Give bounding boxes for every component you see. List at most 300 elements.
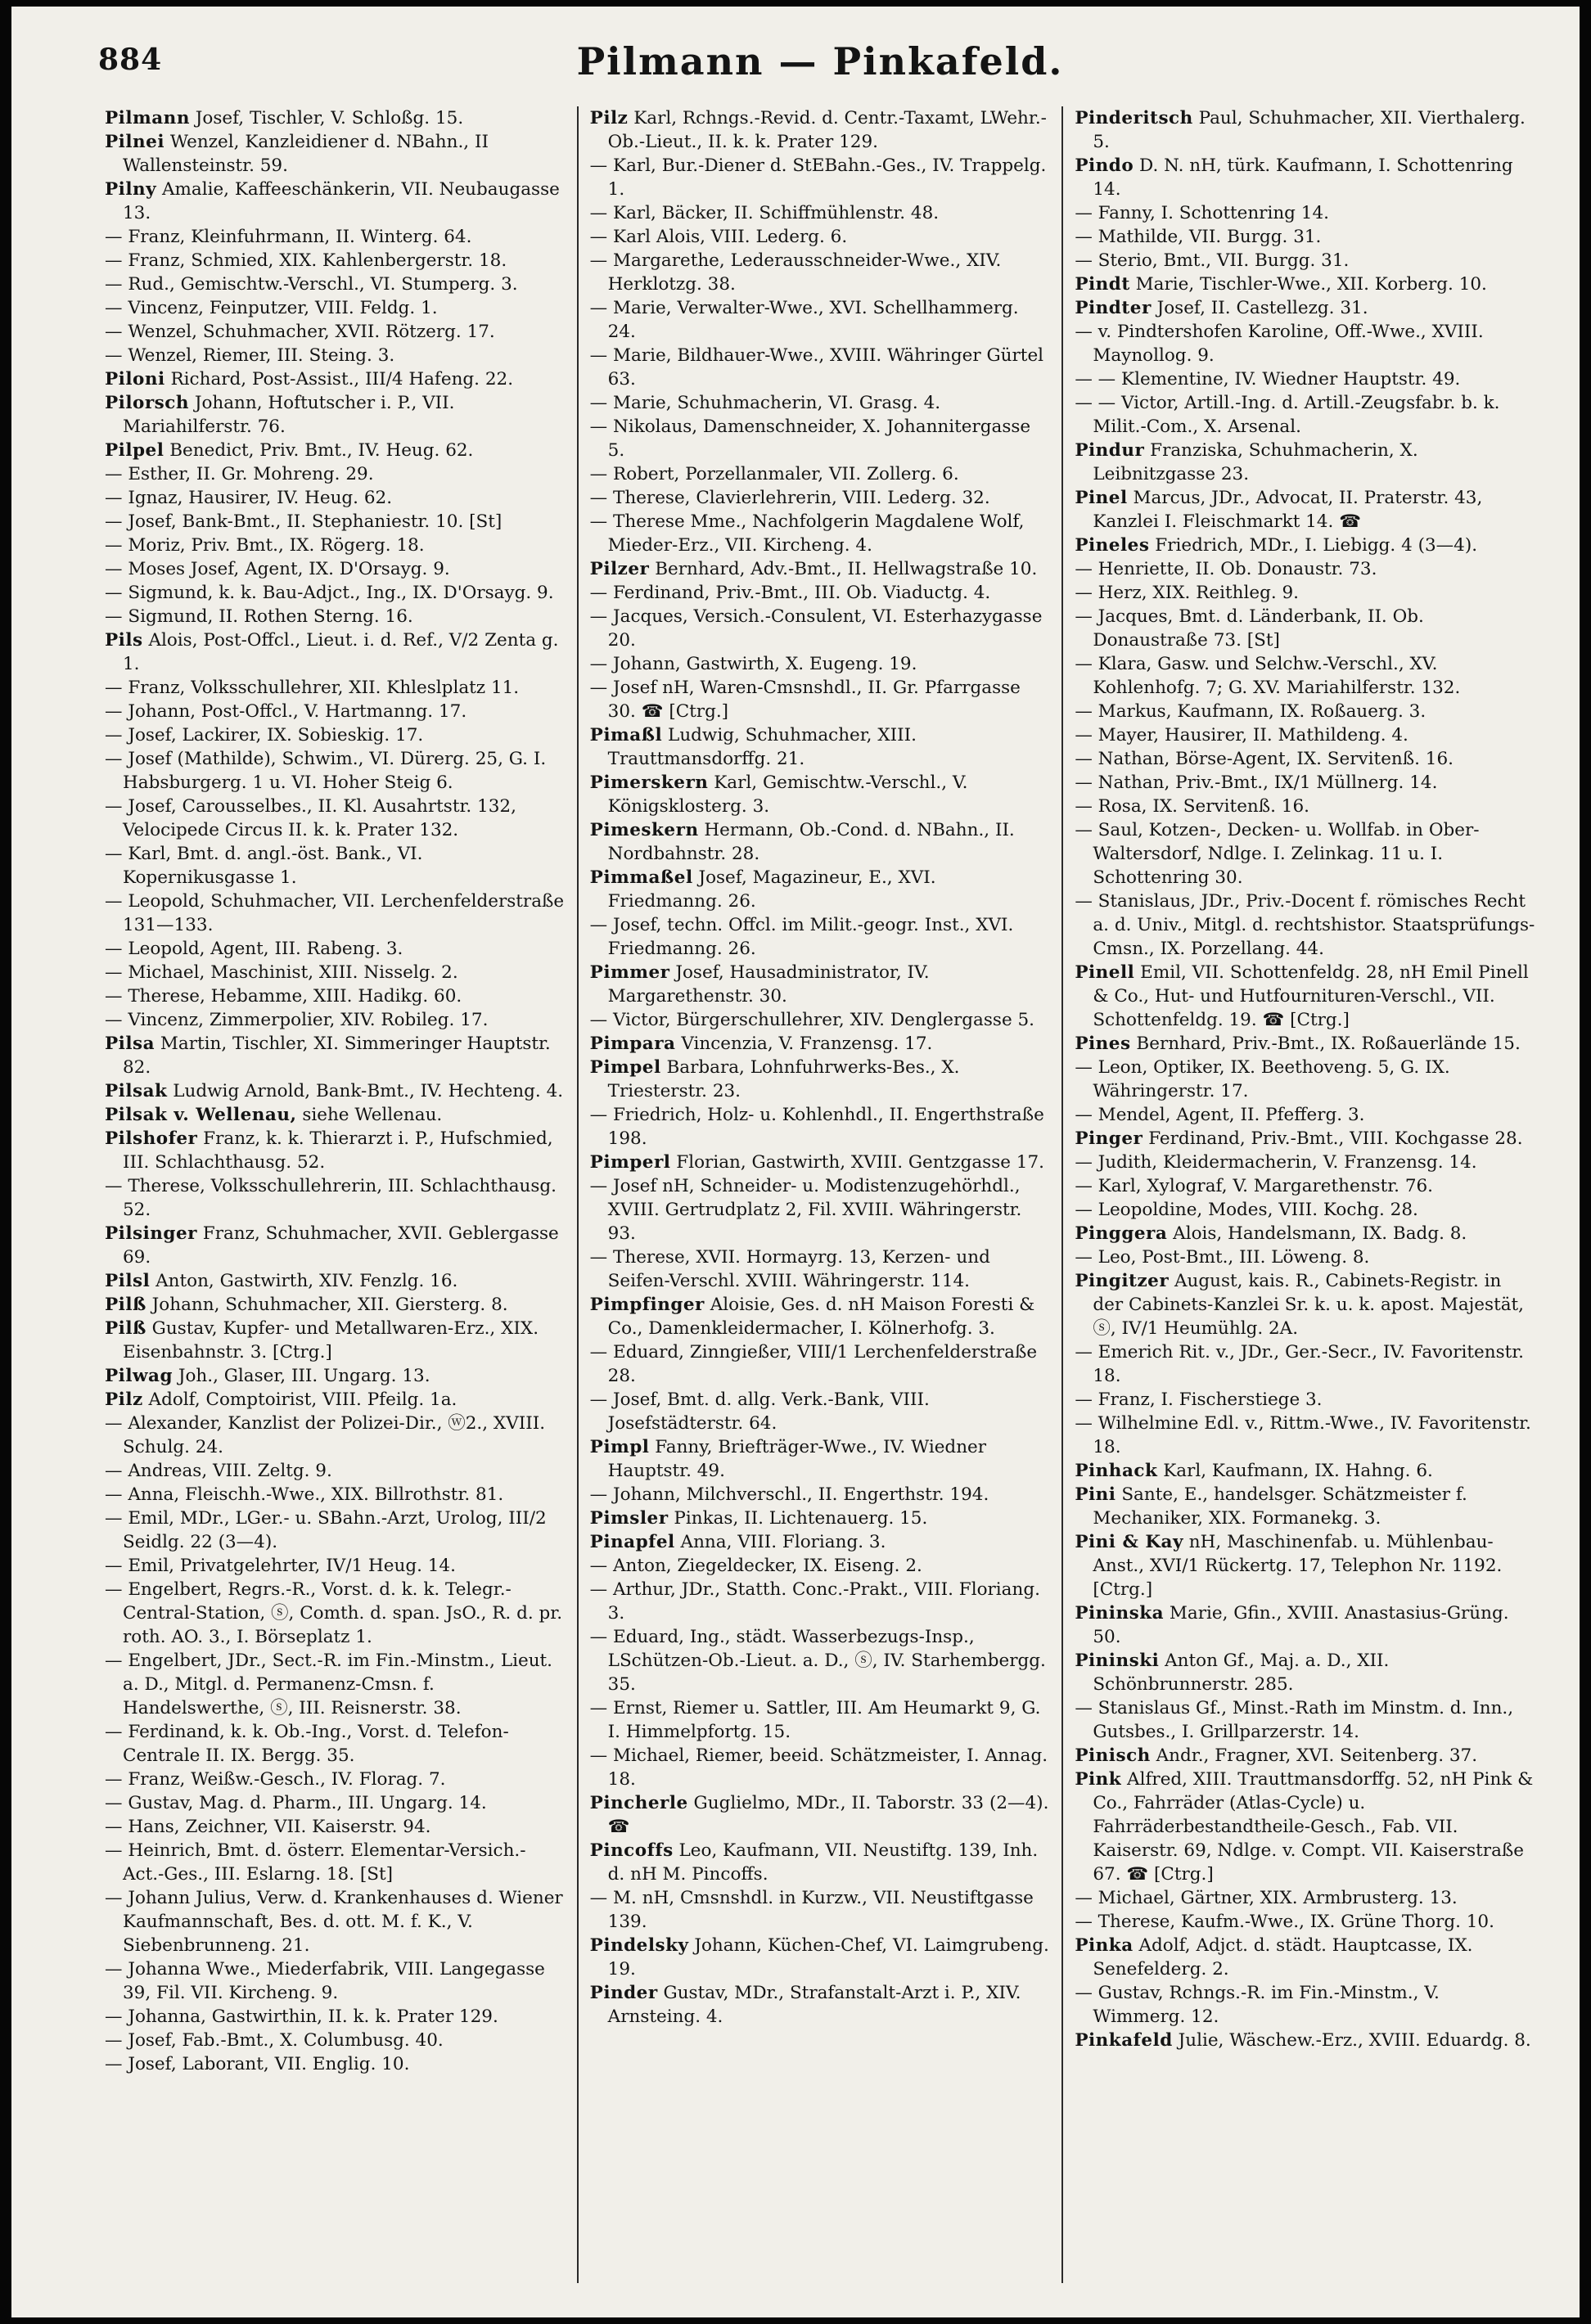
entry-surname: Pilnei	[105, 132, 165, 152]
directory-entry	[1075, 272, 1535, 296]
entry-text: — Marie, Schuhmacherin, VI. Grasg. 4.	[589, 393, 941, 413]
directory-entry	[1075, 700, 1535, 723]
entry-text: Gustav, Kupfer- und Metallwaren-Erz., XIX. Eisenbahnstr. 3. [Ctrg.]	[123, 1318, 539, 1362]
entry-text: — Stanislaus Gf., Minst.-Rath im Minstm. d. Inn., Gutsbes., I. Grillparzerstr. 14.	[1075, 1698, 1514, 1742]
directory-entry	[590, 296, 1051, 344]
directory-entry	[105, 272, 566, 296]
entry-text: Joh., Glaser, III. Ungarg. 13.	[172, 1366, 430, 1386]
entry-text: — Anton, Ziegeldecker, IX. Eiseng. 2.	[589, 1556, 922, 1576]
directory-entry	[105, 1507, 566, 1554]
entry-text: siehe Wellenau.	[296, 1105, 443, 1125]
directory-entry	[590, 605, 1051, 652]
entry-text: — Therese, XVII. Hormayrg. 13, Kerzen- und Seifen-Verschl. XVIII. Währingerstr. 114.	[589, 1247, 990, 1291]
directory-entry	[1075, 1934, 1535, 1981]
entry-text: — Franz, Volksschullehrer, XII. Khleslplatz 11.	[105, 678, 520, 698]
running-head: Pilmann — Pinkafeld.	[576, 39, 1064, 83]
entry-text: — Heinrich, Bmt. d. österr. Elementar-Versich.-Act.-Ges., III. Eslarng. 18. [St]	[105, 1840, 526, 1885]
entry-text: Martin, Tischler, XI. Simmeringer Hauptstr. 82.	[123, 1034, 551, 1078]
entry-text: — Karl, Bmt. d. angl.-öst. Bank., VI. Kopernikusgasse 1.	[105, 844, 423, 888]
directory-entry	[590, 510, 1051, 557]
directory-entry	[1075, 367, 1535, 391]
entry-text: Franziska, Schuhmacherin, X. Leibnitzgasse 23.	[1093, 440, 1418, 484]
directory-entry	[590, 201, 1051, 225]
directory-entry	[105, 2005, 566, 2029]
directory-entry	[105, 1483, 566, 1507]
directory-entry	[105, 1459, 566, 1483]
entry-text: — Judith, Kleidermacherin, V. Franzensg. 14.	[1075, 1152, 1477, 1173]
entry-surname: Pinderitsch	[1075, 108, 1193, 128]
entry-text: — Therese, Volksschullehrerin, III. Schlachthausg. 52.	[105, 1176, 557, 1220]
entry-text: Johann, Hoftutscher i. P., VII. Mariahilferstr. 76.	[123, 393, 455, 437]
entry-text: — Sigmund, II. Rothen Sterng. 16.	[105, 606, 413, 627]
entry-text: — Sigmund, k. k. Bau-Adjct., Ing., IX. D'Orsayg. 9.	[105, 583, 554, 603]
entry-text: — Karl, Xylograf, V. Margarethenstr. 76.	[1075, 1176, 1434, 1196]
directory-entry	[1075, 2029, 1535, 2052]
directory-entry	[590, 866, 1051, 913]
entry-text: Alois, Post-Offcl., Lieut. i. d. Ref., V/2 Zenta g. 1.	[123, 630, 559, 674]
entry-text: — Nikolaus, Damenschneider, X. Johannitergasse 5.	[589, 417, 1031, 461]
directory-entry	[105, 1317, 566, 1364]
entry-text: Ludwig, Schuhmacher, XIII. Trauttmansdorffg. 21.	[607, 725, 917, 769]
entry-surname: Pinapfel	[589, 1532, 675, 1552]
directory-entry	[1075, 391, 1535, 439]
entry-text: Josef, II. Castellezg. 31.	[1151, 298, 1368, 318]
directory-entry	[105, 723, 566, 747]
directory-entry	[105, 676, 566, 700]
entry-text: Franz, k. k. Thierarzt i. P., Hufschmied, III. Schlachthausg. 52.	[123, 1128, 553, 1173]
entry-text: Anton, Gastwirth, XIV. Fenzlg. 16.	[150, 1271, 458, 1291]
entry-text: August, kais. R., Cabinets-Registr. in der Cabinets-Kanzlei Sr. k. u. k. apost. Majestät, ⓢ, IV/1 Heumühlg. 2A.	[1093, 1271, 1524, 1339]
entry-surname: Pimpfinger	[589, 1295, 705, 1315]
column-3	[1061, 106, 1547, 2283]
entry-surname: Pininski	[1075, 1651, 1160, 1671]
entry-text: — Michael, Gärtner, XIX. Armbrusterg. 13.	[1075, 1888, 1458, 1908]
entry-text: Aloisie, Ges. d. nH Maison Foresti & Co., Damenkleidermacher, I. Kölnerhofg. 3.	[607, 1295, 1035, 1339]
entry-text: Barbara, Lohnfuhrwerks-Bes., X. Triesterstr. 23.	[607, 1057, 960, 1101]
entry-text: — Jacques, Bmt. d. Länderbank, II. Ob. Donaustraße 73. [St]	[1075, 606, 1424, 651]
entry-text: Friedrich, MDr., I. Liebigg. 4 (3—4).	[1149, 535, 1478, 556]
directory-entry	[1075, 1222, 1535, 1245]
directory-entry	[105, 1103, 566, 1127]
directory-entry	[105, 1720, 566, 1768]
entry-text: — Josef, Carousselbes., II. Kl. Ausahrtstr. 132, Velocipede Circus II. k. k. Prater 132.	[105, 796, 516, 840]
entry-text: Karl, Rchngs.-Revid. d. Centr.-Taxamt, LWehr.-Ob.-Lieut., II. k. k. Prater 129.	[607, 108, 1047, 152]
entry-text: Ludwig Arnold, Bank-Bmt., IV. Hechteng. 4.	[167, 1081, 564, 1101]
directory-entry	[590, 1696, 1051, 1744]
directory-entry	[105, 106, 566, 130]
entry-surname: Pimmaßel	[589, 867, 693, 888]
directory-entry	[1075, 961, 1535, 1032]
directory-entry	[590, 344, 1051, 391]
entry-surname: Pimsler	[589, 1508, 669, 1529]
directory-entry	[590, 225, 1051, 249]
entry-text: Josef, Magazineur, E., XVI. Friedmanng. 26.	[607, 867, 936, 912]
directory-entry	[1075, 486, 1535, 534]
directory-entry	[105, 391, 566, 439]
entry-text: — Mathilde, VII. Burgg. 31.	[1075, 227, 1322, 247]
directory-entry	[590, 1103, 1051, 1151]
entry-text: Bernhard, Priv.-Bmt., IX. Roßauerlände 15.	[1130, 1034, 1521, 1054]
directory-entry	[590, 1886, 1051, 1934]
directory-entry	[105, 795, 566, 842]
directory-entry	[1075, 652, 1535, 700]
entry-text: — Gustav, Rchngs.-R. im Fin.-Minstm., V. Wimmerg. 12.	[1075, 1983, 1440, 2027]
directory-entry	[590, 818, 1051, 866]
entry-surname: Pimerskern	[589, 772, 709, 793]
entry-text: — Wenzel, Schuhmacher, XVII. Rötzerg. 17.	[105, 322, 495, 342]
entry-surname: Pimeskern	[589, 820, 699, 840]
entry-surname: Pilzer	[589, 559, 650, 579]
entry-text: Leo, Kaufmann, VII. Neustiftg. 139, Inh. d. nH M. Pincoffs.	[607, 1840, 1039, 1885]
entry-surname: Pilmann	[105, 108, 190, 128]
entry-text: — Ignaz, Hausirer, IV. Heug. 62.	[105, 488, 393, 508]
directory-entry	[105, 1032, 566, 1079]
entry-text: Johann, Schuhmacher, XII. Giersterg. 8.	[146, 1295, 508, 1315]
entry-text: — Leo, Post-Bmt., III. Löweng. 8.	[1075, 1247, 1370, 1268]
entry-text: Hermann, Ob.-Cond. d. NBahn., II. Nordbahnstr. 28.	[607, 820, 1015, 864]
directory-entry	[105, 605, 566, 628]
directory-entry	[590, 961, 1051, 1008]
directory-entry	[590, 1507, 1051, 1530]
column-2	[577, 106, 1062, 2283]
directory-entry	[105, 130, 566, 178]
entry-text: Josef, Hausadministrator, IV. Margarethenstr. 30.	[607, 962, 930, 1007]
directory-entry	[1075, 1198, 1535, 1222]
page-number: 884	[98, 43, 163, 77]
directory-entry	[1075, 605, 1535, 652]
directory-columns	[93, 106, 1547, 2283]
entry-surname: Pilsa	[105, 1034, 155, 1054]
directory-entry	[590, 106, 1051, 154]
directory-entry	[1075, 249, 1535, 272]
entry-text: — Emerich Rit. v., JDr., Ger.-Secr., IV. Favoritenstr. 18.	[1075, 1342, 1525, 1386]
entry-text: — Josef (Mathilde), Schwim., VI. Dürerg. 25, G. I. Habsburgerg. 1 u. VI. Hoher Steig 6.	[105, 749, 547, 793]
directory-entry	[590, 462, 1051, 486]
entry-text: Fanny, Briefträger-Wwe., IV. Wiedner Hauptstr. 49.	[607, 1437, 987, 1481]
entry-text: — Mayer, Hausirer, II. Mathildeng. 4.	[1075, 725, 1408, 745]
directory-entry	[590, 154, 1051, 201]
entry-text: — Franz, Weißw.-Gesch., IV. Florag. 7.	[105, 1769, 446, 1790]
entry-text: Anna, VIII. Floriang. 3.	[674, 1532, 886, 1552]
entry-text: Johann, Küchen-Chef, VI. Laimgrubeng. 19.	[607, 1935, 1049, 1979]
directory-entry	[590, 1174, 1051, 1245]
directory-entry	[1075, 795, 1535, 818]
directory-entry	[590, 1435, 1051, 1483]
directory-entry	[1075, 1032, 1535, 1056]
entry-text: — Marie, Verwalter-Wwe., XVI. Schellhammerg. 24.	[589, 298, 1019, 342]
entry-text: — Josef, Bank-Bmt., II. Stephaniestr. 10. [St]	[105, 511, 503, 532]
entry-text: — Hans, Zeichner, VII. Kaiserstr. 94.	[105, 1817, 431, 1837]
directory-entry	[590, 652, 1051, 676]
entry-surname: Pimmer	[589, 962, 670, 983]
entry-text: Anton Gf., Maj. a. D., XII. Schönbrunnerstr. 285.	[1093, 1651, 1390, 1695]
entry-text: — Franz, I. Fischerstiege 3.	[1075, 1389, 1323, 1410]
entry-text: — Karl Alois, VIII. Lederg. 6.	[589, 227, 848, 247]
entry-text: — Leopold, Agent, III. Rabeng. 3.	[105, 939, 403, 959]
entry-surname: Pincoffs	[589, 1840, 674, 1861]
entry-text: — Therese, Hebamme, XIII. Hadikg. 60.	[105, 986, 462, 1007]
entry-text: — Josef, techn. Offcl. im Milit.-geogr. Inst., XVI. Friedmanng. 26.	[589, 915, 1014, 959]
directory-entry	[590, 1578, 1051, 1625]
directory-entry	[590, 1245, 1051, 1293]
entry-text: Marie, Gfin., XVIII. Anastasius-Grüng. 50.	[1093, 1603, 1509, 1647]
entry-text: — Henriette, II. Ob. Donaustr. 73.	[1075, 559, 1377, 579]
directory-entry	[590, 391, 1051, 415]
entry-surname: Pimpel	[589, 1057, 661, 1078]
entry-surname: Pink	[1075, 1769, 1122, 1790]
directory-entry	[590, 249, 1051, 296]
entry-text: — Therese Mme., Nachfolgerin Magdalene Wolf, Mieder-Erz., VII. Kircheng. 4.	[589, 511, 1025, 556]
entry-text: — Eduard, Zinngießer, VIII/1 Lerchenfelderstraße 28.	[589, 1342, 1038, 1386]
entry-text: — Therese, Kaufm.-Wwe., IX. Grüne Thorg. 10.	[1075, 1912, 1494, 1932]
directory-entry	[590, 676, 1051, 723]
directory-entry	[105, 700, 566, 723]
entry-text: Amalie, Kaffeeschänkerin, VII. Neubaugasse 13.	[123, 179, 560, 223]
entry-text: — Josef, Laborant, VII. Englig. 10.	[105, 2054, 410, 2074]
entry-surname: Pininska	[1075, 1603, 1165, 1624]
directory-entry	[105, 344, 566, 367]
entry-text: Guglielmo, MDr., II. Taborstr. 33 (2—4). ☎	[607, 1793, 1049, 1837]
directory-entry	[1075, 1696, 1535, 1744]
entry-text: Alois, Handelsmann, IX. Badg. 8.	[1167, 1223, 1467, 1244]
entry-text: — Marie, Bildhauer-Wwe., XVIII. Währinger Gürtel 63.	[589, 345, 1044, 390]
entry-text: — Esther, II. Gr. Mohreng. 29.	[105, 464, 374, 484]
directory-entry	[1075, 439, 1535, 486]
entry-text: Marie, Tischler-Wwe., XII. Korberg. 10.	[1129, 274, 1487, 295]
directory-entry	[590, 1388, 1051, 1435]
entry-text: — Franz, Kleinfuhrmann, II. Winterg. 64.	[105, 227, 472, 247]
entry-surname: Pines	[1075, 1034, 1131, 1054]
entry-text: Adolf, Adjct. d. städt. Hauptcasse, IX. Senefelderg. 2.	[1093, 1935, 1473, 1979]
directory-entry	[1075, 320, 1535, 367]
entry-text: — Josef nH, Schneider- u. Modistenzugehörhdl., XVIII. Gertrudplatz 2, Fil. XVIII. Währingerstr. 93.	[589, 1176, 1022, 1244]
entry-text: — Michael, Riemer, beeid. Schätzmeister, I. Annag. 18.	[589, 1745, 1048, 1790]
directory-entry	[105, 1079, 566, 1103]
entry-text: Paul, Schuhmacher, XII. Vierthalerg. 5.	[1093, 108, 1526, 152]
directory-entry	[105, 1222, 566, 1269]
directory-entry	[1075, 1127, 1535, 1151]
entry-text: — Nathan, Priv.-Bmt., IX/1 Müllnerg. 14.	[1075, 772, 1438, 793]
directory-entry	[105, 296, 566, 320]
entry-surname: Pilorsch	[105, 393, 189, 413]
directory-entry	[105, 1839, 566, 1886]
directory-entry	[105, 1791, 566, 1815]
entry-surname: Pineles	[1075, 535, 1150, 556]
entry-text: — Vincenz, Zimmerpolier, XIV. Robileg. 17.	[105, 1010, 489, 1030]
directory-entry	[1075, 1981, 1535, 2029]
directory-entry	[1075, 1269, 1535, 1340]
entry-surname: Pindter	[1075, 298, 1152, 318]
directory-entry	[1075, 557, 1535, 581]
entry-surname: Pilwag	[105, 1366, 173, 1386]
entry-text: — Josef, Fab.-Bmt., X. Columbusg. 40.	[105, 2030, 444, 2051]
entry-text: Josef, Tischler, V. Schloßg. 15.	[189, 108, 464, 128]
entry-text: — Herz, XIX. Reithleg. 9.	[1075, 583, 1300, 603]
column-1	[93, 106, 577, 2283]
directory-entry	[590, 1934, 1051, 1981]
entry-text: — Franz, Schmied, XIX. Kahlenbergerstr. 18.	[105, 250, 507, 271]
entry-text: — Emil, MDr., LGer.- u. SBahn.-Arzt, Urolog, III/2 Seidlg. 22 (3—4).	[105, 1508, 547, 1552]
entry-surname: Pilß	[105, 1318, 146, 1339]
directory-entry	[105, 1554, 566, 1578]
directory-entry	[1075, 201, 1535, 225]
entry-text: — Josef nH, Waren-Cmsnshdl., II. Gr. Pfarrgasse 30. ☎ [Ctrg.]	[589, 678, 1021, 722]
entry-text: — Nathan, Börse-Agent, IX. Servitenß. 16.	[1075, 749, 1454, 769]
entry-text: Adolf, Comptoirist, VIII. Pfeilg. 1a.	[142, 1389, 457, 1410]
directory-entry	[1075, 747, 1535, 771]
directory-entry	[590, 486, 1051, 510]
directory-entry	[105, 367, 566, 391]
entry-text: — Eduard, Ing., städt. Wasserbezugs-Insp., LSchützen-Ob.-Lieut. a. D., ⓢ, IV. Starhembergg. 35.	[589, 1627, 1046, 1695]
directory-entry	[1075, 818, 1535, 890]
directory-entry	[105, 984, 566, 1008]
entry-text: — Karl, Bur.-Diener d. StEBahn.-Ges., IV. Trappelg. 1.	[589, 155, 1047, 200]
entry-surname: Pinggera	[1075, 1223, 1168, 1244]
directory-entry	[105, 2029, 566, 2052]
entry-text: — Josef, Bmt. d. allg. Verk.-Bank, VIII. Josefstädterstr. 64.	[589, 1389, 930, 1434]
entry-surname: Pilz	[105, 1389, 143, 1410]
entry-text: — — Klementine, IV. Wiedner Hauptstr. 49.	[1075, 369, 1461, 390]
entry-text: — Emil, Privatgelehrter, IV/1 Heug. 14.	[105, 1556, 456, 1576]
entry-surname: Pimperl	[589, 1152, 671, 1173]
entry-surname: Pinka	[1075, 1935, 1134, 1956]
entry-text: — Therese, Clavierlehrerin, VIII. Lederg. 32.	[589, 488, 990, 508]
directory-entry	[1075, 1601, 1535, 1649]
directory-entry	[1075, 1910, 1535, 1934]
entry-text: — Andreas, VIII. Zeltg. 9.	[105, 1461, 332, 1481]
entry-text: Richard, Post-Assist., III/4 Hafeng. 22.	[165, 369, 514, 390]
entry-surname: Pilsl	[105, 1271, 151, 1291]
entry-surname: Pincherle	[589, 1793, 688, 1813]
entry-text: — Klara, Gasw. und Selchw.-Verschl., XV. Kohlenhofg. 7; G. XV. Mariahilferstr. 132.	[1075, 654, 1461, 698]
directory-entry	[105, 747, 566, 795]
directory-entry	[105, 842, 566, 890]
entry-surname: Pindo	[1075, 155, 1134, 176]
entry-text: Gustav, MDr., Strafanstalt-Arzt i. P., XIV. Arnsteing. 4.	[607, 1983, 1021, 2027]
entry-surname: Pinder	[589, 1983, 658, 2003]
directory-entry	[590, 1625, 1051, 1696]
directory-entry	[1075, 1886, 1535, 1910]
directory-entry	[105, 1412, 566, 1459]
directory-entry	[590, 1032, 1051, 1056]
directory-entry	[1075, 771, 1535, 795]
directory-entry	[105, 1957, 566, 2005]
directory-entry	[1075, 1412, 1535, 1459]
entry-surname: Pilsak	[105, 1081, 168, 1101]
directory-entry	[105, 937, 566, 961]
directory-entry	[105, 1886, 566, 1957]
entry-text: — Sterio, Bmt., VII. Burgg. 31.	[1075, 250, 1350, 271]
entry-text: — Johanna Wwe., Miederfabrik, VIII. Langegasse 39, Fil. VII. Kircheng. 9.	[105, 1959, 545, 2003]
entry-text: — Ernst, Riemer u. Sattler, III. Am Heumarkt 9, G. I. Himmelpfortg. 15.	[589, 1698, 1041, 1742]
entry-text: Karl, Gemischtw.-Verschl., V. Königsklosterg. 3.	[607, 772, 968, 817]
entry-surname: Pindelsky	[589, 1935, 689, 1956]
page-header	[93, 28, 1547, 106]
entry-surname: Pinell	[1075, 962, 1135, 983]
entry-surname: Pimpl	[589, 1437, 650, 1457]
entry-text: Pinkas, II. Lichtenauerg. 15.	[668, 1508, 928, 1529]
entry-text: — Margarethe, Lederausschneider-Wwe., XIV. Herklotzg. 38.	[589, 250, 1002, 295]
entry-text: — Ferdinand, Priv.-Bmt., III. Ob. Viaductg. 4.	[589, 583, 991, 603]
directory-entry	[590, 771, 1051, 818]
directory-entry	[105, 1293, 566, 1317]
entry-text: — Johann Julius, Verw. d. Krankenhauses d. Wiener Kaufmannschaft, Bes. d. ott. M. f. K., V. Siebenbrunneng. 21.	[105, 1888, 563, 1956]
directory-entry	[1075, 154, 1535, 201]
entry-text: — Ferdinand, k. k. Ob.-Ing., Vorst. d. Telefon-Centrale II. IX. Bergg. 35.	[105, 1722, 509, 1766]
directory-entry	[1075, 225, 1535, 249]
directory-entry	[105, 1008, 566, 1032]
entry-text: Karl, Kaufmann, IX. Hahng. 6.	[1157, 1461, 1433, 1481]
entry-surname: Pilshofer	[105, 1128, 198, 1149]
entry-text: — Johann, Gastwirth, X. Eugeng. 19.	[589, 654, 917, 674]
entry-surname: Pilß	[105, 1295, 146, 1315]
directory-entry	[1075, 1744, 1535, 1768]
entry-surname: Pilsak v. Wellenau,	[105, 1105, 297, 1125]
directory-entry	[105, 557, 566, 581]
entry-text: — Fanny, I. Schottenring 14.	[1075, 203, 1329, 223]
directory-entry	[1075, 581, 1535, 605]
directory-entry	[1075, 1103, 1535, 1127]
directory-entry	[105, 486, 566, 510]
directory-entry	[105, 249, 566, 272]
directory-entry	[1075, 1388, 1535, 1412]
entry-text: — Vincenz, Feinputzer, VIII. Feldg. 1.	[105, 298, 438, 318]
entry-text: Benedict, Priv. Bmt., IV. Heug. 62.	[164, 440, 474, 461]
entry-surname: Pilsinger	[105, 1223, 197, 1244]
directory-entry	[1075, 106, 1535, 154]
entry-text: — Wilhelmine Edl. v., Rittm.-Wwe., IV. Favoritenstr. 18.	[1075, 1413, 1531, 1457]
directory-entry	[590, 1839, 1051, 1886]
directory-entry	[105, 1578, 566, 1649]
directory-entry	[1075, 723, 1535, 747]
entry-surname: Pilpel	[105, 440, 165, 461]
directory-entry	[1075, 534, 1535, 557]
entry-text: Sante, E., handelsger. Schätzmeister f. Mechaniker, XIX. Formanekg. 3.	[1093, 1484, 1467, 1529]
entry-text: — Anna, Fleischh.-Wwe., XIX. Billrothstr. 81.	[105, 1484, 504, 1505]
entry-text: Marcus, JDr., Advocat, II. Praterstr. 43, Kanzlei I. Fleischmarkt 14. ☎	[1093, 488, 1483, 532]
directory-entry	[105, 462, 566, 486]
directory-entry	[105, 510, 566, 534]
entry-text: Andr., Fragner, XVI. Seitenberg. 37.	[1150, 1745, 1478, 1766]
directory-entry	[590, 1151, 1051, 1174]
entry-text: — Wenzel, Riemer, III. Steing. 3.	[105, 345, 395, 366]
entry-surname: Pinger	[1075, 1128, 1143, 1149]
directory-entry	[105, 320, 566, 344]
directory-entry	[105, 1174, 566, 1222]
directory-entry	[105, 1127, 566, 1174]
entry-surname: Pini & Kay	[1075, 1532, 1183, 1552]
entry-text: — Arthur, JDr., Statth. Conc.-Prakt., VIII. Floriang. 3.	[589, 1579, 1040, 1624]
directory-entry	[105, 581, 566, 605]
entry-text: nH, Maschinenfab. u. Mühlenbau-Anst., XVI/1 Rückertg. 17, Telephon Nr. 1192. [Ctrg.]	[1093, 1532, 1503, 1600]
entry-text: Julie, Wäschew.-Erz., XVIII. Eduardg. 8.	[1172, 2030, 1531, 2051]
directory-entry	[590, 1056, 1051, 1103]
directory-entry	[105, 534, 566, 557]
entry-surname: Pini	[1075, 1484, 1116, 1505]
entry-text: Bernhard, Adv.-Bmt., II. Hellwagstraße 10.	[649, 559, 1038, 579]
entry-text: — Johann, Post-Offcl., V. Hartmanng. 17.	[105, 701, 467, 722]
entry-text: — Gustav, Mag. d. Pharm., III. Ungarg. 14.	[105, 1793, 487, 1813]
entry-surname: Pingitzer	[1075, 1271, 1170, 1291]
entry-text: — Moriz, Priv. Bmt., IX. Rögerg. 18.	[105, 535, 425, 556]
entry-text: Vincenzia, V. Franzensg. 17.	[675, 1034, 933, 1054]
entry-text: — Leopold, Schuhmacher, VII. Lerchenfelderstraße 131—133.	[105, 891, 565, 935]
directory-entry	[105, 1269, 566, 1293]
directory-entry	[590, 1981, 1051, 2029]
directory-entry	[590, 1791, 1051, 1839]
entry-text: Ferdinand, Priv.-Bmt., VIII. Kochgasse 28.	[1143, 1128, 1523, 1149]
directory-entry	[1075, 1768, 1535, 1886]
